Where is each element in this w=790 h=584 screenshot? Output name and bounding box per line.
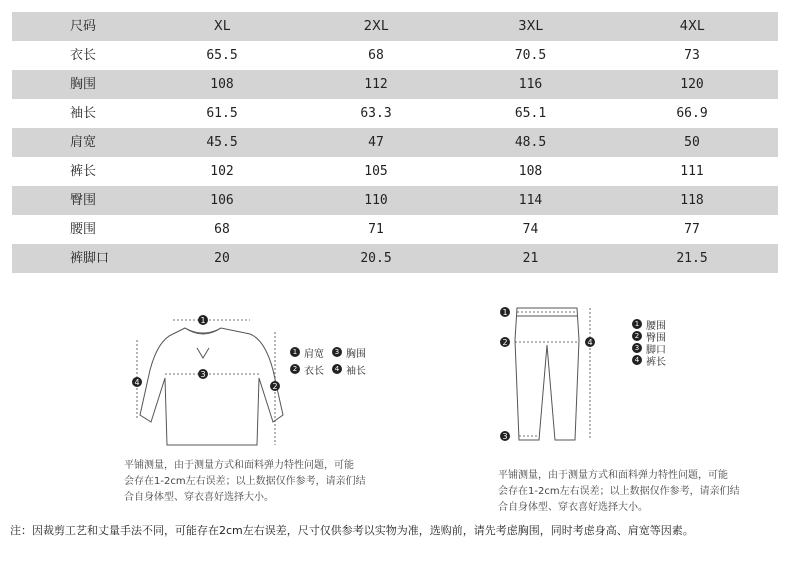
marker-3 (500, 431, 510, 441)
table-cell: 20.5 (360, 251, 392, 266)
row-label: 袖长 (70, 106, 97, 121)
table-cell: 66.9 (676, 106, 708, 121)
row-label: 裤脚口 (70, 251, 110, 266)
table-cell: 114 (518, 193, 543, 208)
legend-item: 1 腰围 (632, 318, 666, 330)
svg-text:3: 3 (502, 432, 508, 441)
marker-3 (198, 369, 208, 379)
table-cell: 68 (214, 222, 230, 237)
table-cell: 71 (368, 222, 384, 237)
table-cell: 63.3 (360, 106, 392, 121)
table-cell: 110 (364, 193, 388, 208)
footnote: 注：因裁剪工艺和丈量手法不同，可能存在2cm左右误差，尺寸仅供参考以实物为准，选购前，请先考虑胸围，同时考虑身高、肩宽等因素。 (10, 524, 694, 537)
table-cell: 65.5 (206, 48, 238, 63)
row-label: 臀围 (70, 193, 97, 208)
shirt-diagram (125, 310, 290, 460)
marker-2 (500, 337, 510, 347)
svg-text:1: 1 (200, 316, 206, 325)
table-row (12, 244, 778, 273)
legend-item: 3 脚口 (632, 342, 666, 354)
table-cell: 108 (518, 164, 543, 179)
shirt-caption: 平铺测量，由于测量方式和面料弹力特性问题，可能 会存在1-2cm左右误差；以上数据仅作参考，请亲们结 合自身体型、穿衣喜好选择大小。 (124, 460, 366, 503)
table-cell: 73 (684, 48, 700, 63)
table-row (12, 186, 778, 215)
table-cell: 106 (210, 193, 234, 208)
table-cell: 112 (364, 77, 388, 92)
table-cell: 45.5 (206, 135, 238, 150)
legend-item: 2 臀围 (632, 330, 666, 342)
header-cell: 2XL (363, 19, 389, 34)
legend-item: 3 胸围 (332, 346, 366, 358)
table-cell: 50 (684, 135, 700, 150)
table-cell: 105 (364, 164, 388, 179)
row-label: 裤长 (70, 164, 97, 179)
svg-text:1: 1 (502, 308, 508, 317)
table-cell: 21 (522, 251, 539, 266)
table-row (12, 157, 778, 186)
svg-text:2: 2 (272, 382, 278, 391)
table-row (12, 41, 778, 70)
header-cell: XL (213, 19, 231, 34)
table-row (12, 215, 778, 244)
table-cell: 77 (684, 222, 700, 237)
header-cell: 3XL (518, 19, 543, 34)
table-cell: 21.5 (676, 251, 708, 266)
row-label: 衣长 (70, 48, 97, 63)
pants-legend (632, 318, 666, 366)
header-cell: 4XL (679, 19, 705, 34)
svg-text:4: 4 (134, 378, 140, 387)
legend-item: 4 裤长 (632, 354, 666, 366)
marker-4 (132, 377, 142, 387)
row-label: 腰围 (70, 222, 97, 237)
table-cell: 68 (368, 48, 384, 63)
table-row (12, 128, 778, 157)
table-cell: 20 (214, 251, 230, 266)
table-cell: 65.1 (514, 106, 547, 121)
marker-2 (270, 381, 280, 391)
table-cell: 108 (210, 77, 234, 92)
table-header-row (12, 12, 778, 41)
table-cell: 118 (680, 193, 704, 208)
legend-item: 4 袖长 (332, 363, 366, 375)
marker-1 (198, 315, 208, 325)
table-cell: 74 (522, 222, 539, 237)
table-row (12, 99, 778, 128)
table-cell: 120 (680, 77, 704, 92)
table-cell: 47 (368, 135, 384, 150)
table-cell: 61.5 (206, 106, 238, 121)
table-cell: 70.5 (514, 48, 547, 63)
row-label: 胸围 (70, 77, 97, 92)
svg-text:2: 2 (502, 338, 508, 347)
legend-item: 2 衣长 (290, 363, 324, 375)
legend-item: 1 肩宽 (290, 346, 324, 358)
table-cell: 111 (680, 164, 704, 179)
header-cell: 尺码 (70, 19, 97, 34)
table-cell: 116 (518, 77, 543, 92)
table-cell: 48.5 (514, 135, 547, 150)
size-table (12, 12, 778, 273)
svg-text:4: 4 (587, 338, 593, 347)
svg-text:3: 3 (200, 370, 206, 379)
marker-4 (585, 337, 595, 347)
marker-1 (500, 307, 510, 317)
table-row (12, 70, 778, 99)
shirt-legend (290, 346, 380, 375)
pants-caption: 平铺测量，由于测量方式和面料弹力特性问题，可能 会存在1-2cm左右误差；以上数据仅作参考，请亲们结 合自身体型、穿衣喜好选择大小。 (498, 470, 740, 513)
table-cell: 102 (210, 164, 234, 179)
row-label: 肩宽 (70, 135, 97, 150)
pants-diagram (495, 300, 605, 450)
